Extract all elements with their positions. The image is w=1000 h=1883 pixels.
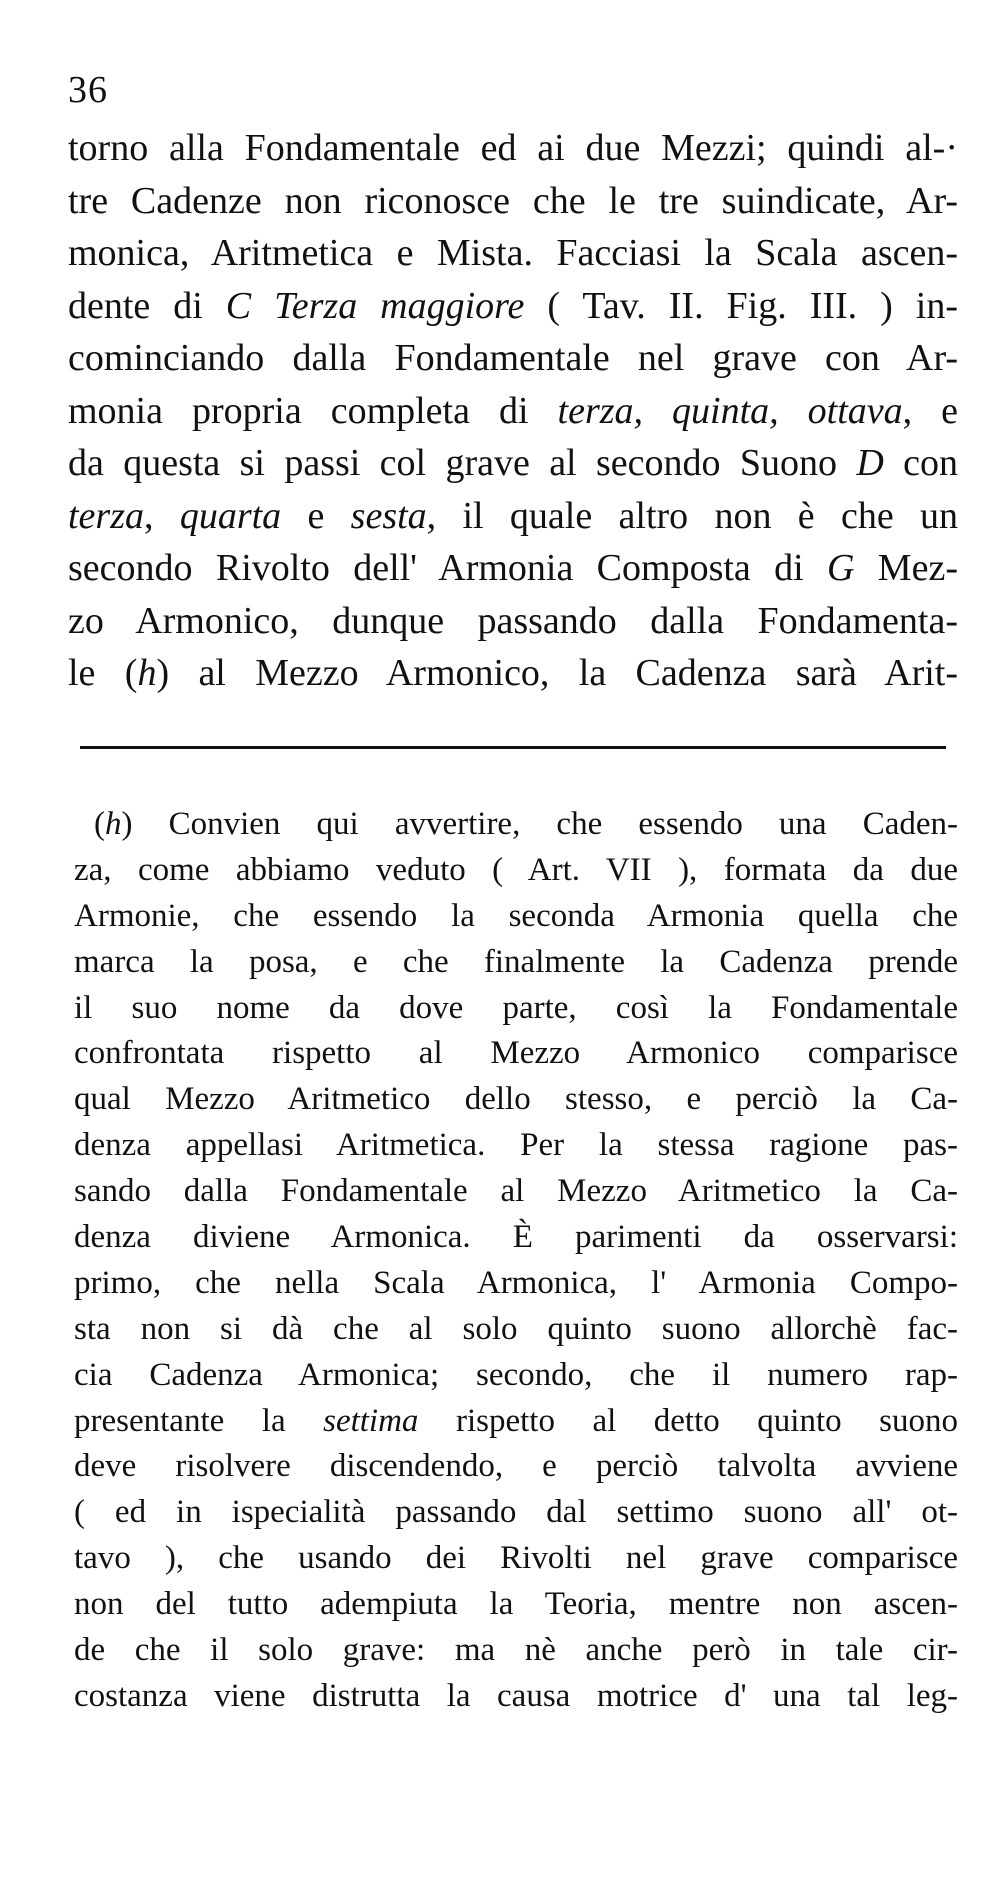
text-line: dente di C Terza maggiore ( Tav. II. Fig. III. ) in-	[68, 284, 958, 327]
footnote-line: za, come abbiamo veduto ( Art. VII ), formata da due	[74, 851, 958, 888]
footnote-line: Armonie, che essendo la seconda Armonia quella che	[74, 897, 958, 934]
footnote-line: il suo nome da dove parte, così la Fondamentale	[74, 989, 958, 1026]
footnote-line: tavo ), che usando dei Rivolti nel grave comparisce	[74, 1540, 958, 1577]
text-line: le (h) al Mezzo Armonico, la Cadenza sarà Arit-	[68, 652, 959, 694]
footnote-line: primo, che nella Scala Armonica, l' Armonia Compo-	[74, 1264, 958, 1301]
main-text-block	[68, 122, 958, 700]
text-line: torno alla Fondamentale ed ai due Mezzi; quindi al-·	[68, 127, 958, 169]
page-number: 36	[68, 69, 108, 111]
footnote-block	[74, 802, 958, 1720]
footnote-line: sta non si dà che al solo quinto suono allorchè fac-	[74, 1310, 958, 1347]
footnote-line: marca la posa, e che finalmente la Cadenza prende	[74, 943, 958, 980]
text-line: secondo Rivolto dell' Armonia Composta di G Mez-	[68, 547, 958, 589]
footnote-line: deve risolvere discendendo, e perciò talvolta avviene	[74, 1448, 958, 1485]
footnote-line: presentante la settima rispetto al detto quinto suono	[74, 1402, 958, 1439]
footnote-line: denza diviene Armonica. È parimenti da osservarsi:	[74, 1219, 958, 1256]
footnote-line: qual Mezzo Aritmetico dello stesso, e perciò la Ca-	[74, 1081, 958, 1118]
footnote-line: confrontata rispetto al Mezzo Armonico comparisce	[74, 1035, 958, 1072]
text-line: cominciando dalla Fondamentale nel grave con Ar-	[68, 337, 958, 379]
footnote-line: de che il solo grave: ma nè anche però in tale cir-	[74, 1632, 958, 1669]
footnote-line: (h) Convien qui avvertire, che essendo una Caden-	[94, 806, 958, 842]
footnote-line: sando dalla Fondamentale al Mezzo Aritmetico la Ca-	[74, 1173, 958, 1210]
footnote-line: denza appellasi Aritmetica. Per la stessa ragione pas-	[74, 1127, 958, 1164]
text-line: zo Armonico, dunque passando dalla Fondamenta-	[68, 599, 958, 642]
text-line: da questa si passi col grave al secondo Suono D con	[68, 442, 958, 484]
text-line: terza, quarta e sesta, il quale altro non è che un	[68, 494, 958, 537]
text-line: monia propria completa di terza, quinta, ottava, e	[68, 389, 958, 432]
footnote-line: ( ed in ispecialità passando dal settimo suono all' ot-	[74, 1494, 958, 1531]
footnote-line: non del tutto adempiuta la Teoria, mentre non ascen-	[74, 1586, 958, 1623]
text-line: tre Cadenze non riconosce che le tre suindicate, Ar-	[68, 179, 958, 222]
footnote-separator-rule	[80, 746, 946, 749]
text-line: monica, Aritmetica e Mista. Facciasi la Scala ascen-	[68, 232, 958, 274]
footnote-line: cia Cadenza Armonica; secondo, che il numero rap-	[74, 1356, 958, 1393]
footnote-line: costanza viene distrutta la causa motrice d' una tal leg-	[74, 1677, 958, 1714]
